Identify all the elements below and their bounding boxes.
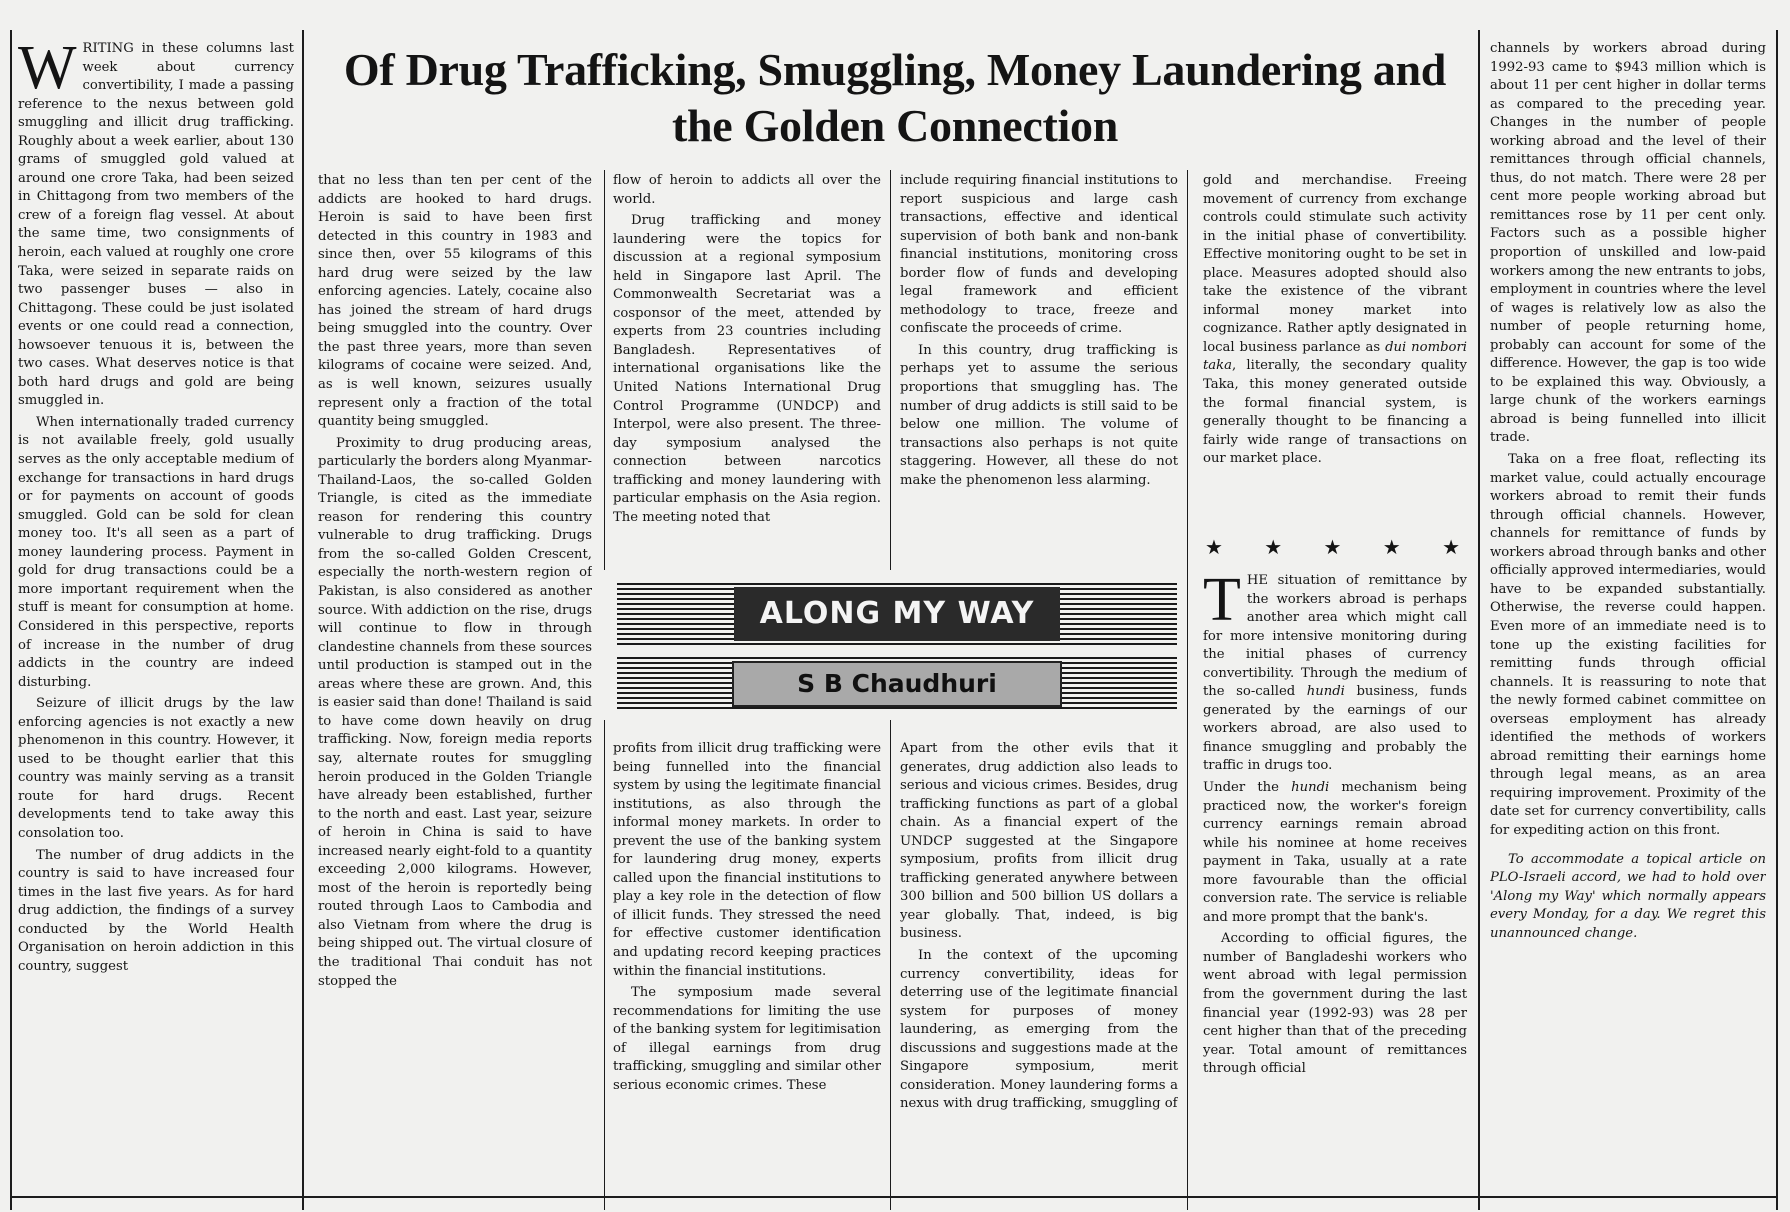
column-rule-4 xyxy=(1187,170,1188,1210)
column-4-paragraph-2: In this country, drug trafficking is perhaps yet to assume the serious proportions that smuggling has. The number of drug addicts is still said to be below one million. The volume of transactions also perhaps is not quite staggering. However, all these do not make the phenomenon less alarming. xyxy=(900,342,1178,488)
column-rule-5 xyxy=(1478,30,1480,1210)
drop-cap-w: W xyxy=(18,40,77,102)
column-rule-3b xyxy=(890,720,891,1210)
article-column-1 xyxy=(18,40,294,1196)
star-icon: ★ xyxy=(1264,535,1283,559)
column-1-paragraph-3: Seizure of illicit drugs by the law enforcing agencies is not exactly a new phenomenon in this country. However, it used to be thought earlier that this country was mainly serving as a transit route for hard drugs. Recent developments tend to take away this consolation too. xyxy=(18,696,294,841)
column-2-paragraph-2: Proximity to drug producing areas, particularly the borders along Myanmar-Thailand-Laos, the so-called Golden Triangle, is cited as the immediate reason for rendering this country vulnerable to drug trafficking. Drugs from the so-called Golden Crescent, especially the north-western region of Pakistan, is also considered as another source. With addiction on the rise, drugs will continue to flow in through clandestine channels from these sources until production is stamped out in the areas where these are grown. And, this is easier said than done! Thailand is said to have come down heavily on drug trafficking. Now, foreign media reports say, alternate routes for smuggling heroin produced in the Golden Triangle have already been established, further to the north and east. Last year, seizure of heroin in China is said to have increased nearly eight-fold to a quantity exceeding 2,000 kilograms. However, most of the heroin is reportedly being routed through Laos to Cambodia and also Vietnam from where the drug is being shipped out. The virtual closure of the traditional Thai conduit has not stopped the xyxy=(318,435,592,989)
column-3-paragraph-3: profits from illicit drug trafficking were being funnelled into the financial system by using the legitimate financial institutions, as also through the informal money markets. In order to prevent the use of the banking system for laundering drug money, experts called upon the financial institutions to play a key role in the detection of flow of illicit funds. They stressed the need for effective customer identification and updating record keeping practices within the financial institutions. xyxy=(613,741,881,979)
column-2-paragraph-1: that no less than ten per cent of the addicts are hooked to hard drugs. Heroin is said to have been first detected in this country in 1983 and since then, over 55 kilograms of this hard drug were seized by the law enforcing agencies. Lately, cocaine also has joined the stream of hard drugs being smuggled into the country. Over the past three years, more than seven kilograms of cocaine were seized. And, as is well known, seizures usually represent only a fraction of the total quantity being smuggled. xyxy=(318,173,592,430)
column-5-paragraph-4: According to official figures, the number of Bangladeshi workers who went abroad with legal permission from the government during the last financial year (1992-93) was 28 per cent higher than that of the preceding year. Total amount of remittances through official xyxy=(1203,931,1467,1077)
star-icon: ★ xyxy=(1442,535,1460,559)
column-4-paragraph-4: In the context of the upcoming currency convertibility, ideas for deterring use of the legitimate financial system for purposes of money laundering, as emerging from the discussions and suggestions made at the Singapore symposium, merit consideration. Money laundering forms a nexus with drug trafficking, smuggling of xyxy=(900,948,1178,1112)
star-icon: ★ xyxy=(1382,535,1401,559)
column-rule-1 xyxy=(302,30,304,1210)
article-column-4-bottom xyxy=(900,740,1178,1196)
column-1-paragraph-1: WRITING in these columns last week about currency convertibility, I made a passing reference to the nexus between gold smuggling and illicit drug trafficking. Roughly about a week earlier, about 130 grams of smuggled gold valued at around one crore Taka, had been seized in Chittagong from two members of the crew of a foreign flag vessel. At about the same time, two consignments of heroin, each valued at roughly one crore Taka, were seized in separate raids on two passenger buses — also in Chittagong. These could be just isolated events or one could read a connection, howsoever tenuous it is, between the two cases. What deserves notice is that both hard drugs and gold are being smuggled in. xyxy=(18,40,294,409)
article-column-4-top xyxy=(900,172,1178,570)
column-5-paragraph-3: Under the hundi mechanism being practiced now, the worker's foreign currency earnings remain abroad while his nominee at home receives payment in Taka, usually at a rate more favourable than the official conversion rate. The service is reliable and more prompt that the bank's. xyxy=(1203,780,1467,925)
column-3-paragraph-2: Drug trafficking and money laundering were the topics for discussion at a regional symposium held in Singapore last April. The Commonwealth Secretariat was a cosponsor of the meet, attended by experts from 23 countries including Bangladesh. Representatives of international organisations like the United Nations International Drug Control Programme (UNDCP) and Interpol, were also present. The three-day symposium analysed the connection between narcotics trafficking and money laundering with particular emphasis on the Asia region. The meeting noted that xyxy=(613,213,881,525)
article-column-5-top xyxy=(1203,172,1467,528)
right-border-rule xyxy=(1776,30,1778,1210)
column-3-paragraph-1: flow of heroin to addicts all over the world. xyxy=(613,173,881,207)
column-rule-3 xyxy=(890,170,891,570)
article-column-3-bottom xyxy=(613,740,881,1196)
column-rule-2b xyxy=(604,720,605,1210)
column-5-paragraph-1: gold and merchandise. Freeing movement of currency from exchange controls could stimulate such activity in the initial phase of convertibility. Effective monitoring ought to be set in place. Measures adopted should also take the existence of the vibrant informal money market into cognizance. Rather aptly designated in local business parlance as dui nombori taka, literally, the secondary quality Taka, this money generated outside the formal financial system, is generally thought to be financing a fairly wide range of transactions on our market place. xyxy=(1203,173,1467,467)
author-byline: S B Chaudhuri xyxy=(732,661,1062,707)
column-6-paragraph-1: channels by workers abroad during 1992-93 came to $943 million which is about 11 per cent higher in dollar terms as compared to the preceding year. Changes in the number of people working abroad and the level of their remittances through official channels, thus, do not match. There were 28 per cent more people working abroad but remittances rose by 11 per cent only. Factors such as a possible higher proportion of unskilled and low-paid workers among the new entrants to jobs, employment in countries where the level of wages is relatively low as also the number of people returning home, probably can account for some of the difference. However, the gap is too wide to be explained this way. Obviously, a large chunk of the workers earnings abroad is being funnelled into illicit trade. xyxy=(1490,41,1766,446)
star-icon: ★ xyxy=(1205,535,1223,559)
headline: Of Drug Trafficking, Smuggling, Money Laundering and the Golden Connection xyxy=(343,44,1447,151)
column-4-paragraph-1: include requiring financial institutions to report suspicious and large cash transactions, effective and identical supervision of both bank and non-bank financial institutions, monitoring cross border flow of funds and developing legal framework and efficient methodology to trace, freeze and confiscate the proceeds of crime. xyxy=(900,173,1178,337)
editor-note: To accommodate a topical article on PLO-Israeli accord, we had to hold over 'Along my Way' which normally appears every Monday, for a day. We regret this unannounced change. xyxy=(1490,851,1766,941)
left-border-rule xyxy=(10,30,12,1210)
article-column-2 xyxy=(318,172,592,1196)
star-icon: ★ xyxy=(1323,535,1342,559)
article-column-3-top xyxy=(613,172,881,570)
column-6-paragraph-2: Taka on a free float, reflecting its market value, could actually encourage workers abroad to remit their funds through official channels. However, channels for remittance of funds by workers abroad through banks and other officially approved intermediaries, would have to be expanded substantially. Otherwise, the reverse could happen. Even more of an immediate need is to tone up the existing facilities for remitting funds through official channels. It is reassuring to note that the newly formed cabinet committee on overseas employment has already identified the methods of workers abroad remitting their earnings home through legal means, as an area requiring improvement. Proximity of the date set for currency convertibility, calls for expediting action on this front. xyxy=(1490,452,1766,838)
column-4-paragraph-3: Apart from the other evils that it generates, drug addiction also leads to serious and vicious crimes. Besides, drug trafficking functions as part of a global chain. As a financial expert of the UNDCP suggested at the Singapore symposium, profits from illicit drug trafficking generated anywhere between 300 billion and 500 billion US dollars a year globally. That, indeed, is big business. xyxy=(900,741,1178,942)
column-heading: ALONG MY WAY xyxy=(734,587,1060,641)
bottom-rule xyxy=(10,1196,1778,1198)
drop-cap-t: T xyxy=(1203,572,1241,634)
article-column-5-bottom xyxy=(1203,572,1467,1196)
column-1-paragraph-4: The number of drug addicts in the country is said to have increased four times in the last five years. As for hard drug addiction, the findings of a survey conducted by the World Health Organisation on heroin addiction in this country, suggest xyxy=(18,847,294,974)
section-separator-stars xyxy=(1205,535,1460,559)
column-1-paragraph-2: When internationally traded currency is not available freely, gold usually serves as the only acceptable medium of exchange for transactions in hard drugs or for payments on account of goods smuggled. Gold can be sold for clean money too. It's all seen as a part of money laundering process. Payment in gold for drug transactions could be a more important requirement when the stuff is meant for consumption at home. Considered in this perspective, reports of increase in the number of drug addicts in the country are indeed disturbing. xyxy=(18,414,294,690)
article-column-6 xyxy=(1490,40,1766,1196)
column-5-paragraph-2: THE situation of remittance by the workers abroad is perhaps another area which might call for more intensive monitoring during the initial phases of currency convertibility. Through the medium of the so-called hundi business, funds generated by the earnings of our workers abroad, are also used to finance smuggling and probably the traffic in drugs too. xyxy=(1203,572,1467,774)
column-banner xyxy=(617,583,1177,713)
column-3-paragraph-4: The symposium made several recommendations for limiting the use of the banking system for legitimisation of illegal earnings from drug trafficking, smuggling and similar other serious economic crimes. These xyxy=(613,985,881,1093)
column-rule-2 xyxy=(604,170,605,570)
